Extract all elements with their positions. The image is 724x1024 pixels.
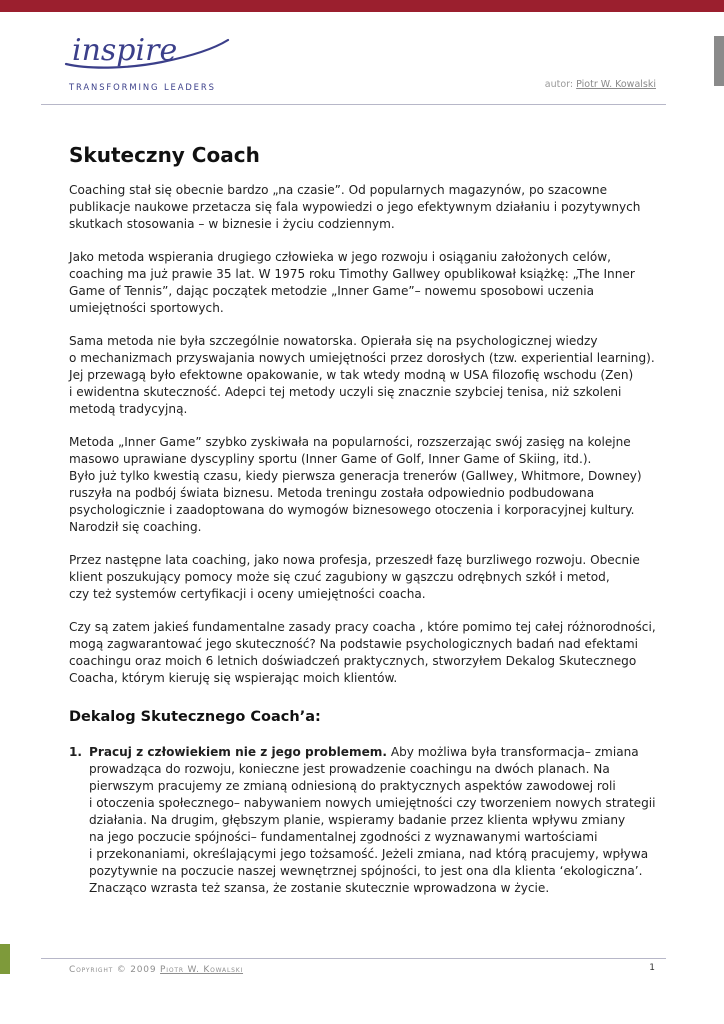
left-edge-tab [0,944,10,974]
paragraph-line: masowo uprawiane dyscypliny sportu (Inner Game of Golf, Inner Game of Skiing, itd.). [69,452,592,466]
paragraph-line: Coacha, którym kieruję się wspierając moich klientów. [69,671,398,685]
header-divider [41,104,666,105]
list-item [69,744,656,897]
list-item-line: działania. Na drugim, głębszym planie, wspieramy badanie przez klienta wpływu zmiany [89,813,626,827]
paragraph-line: skutkach stosowania – w biznesie i życiu codziennym. [69,217,395,231]
dekalog-list [69,744,656,897]
list-number: 1. [69,745,83,759]
paragraph-line: Jej przewagą było efektowne opakowanie, w tak wtedy modną w USA filozofię wschodu (Zen) [69,368,634,382]
paragraph [69,619,656,687]
logo-tagline: TRANSFORMING LEADERS [69,82,216,92]
list-item-line: pozytywnie na poczucie naszej wewnętrznej spójności, to jest ona dla klienta ‘ekologiczna’. [89,864,643,878]
page-number: 1 [649,963,655,973]
list-item-line: prowadząca do rozwoju, konieczne jest prowadzenie coachingu na dwóch planach. Na [89,762,610,776]
paragraph-line: Narodził się coaching. [69,520,202,534]
paragraph [69,552,649,603]
paragraph-line: coaching ma już prawie 35 lat. W 1975 roku Timothy Gallwey opublikował książkę: „The Inner [69,267,635,281]
list-first-line [89,744,649,761]
paragraph [69,249,649,317]
footer-author-link[interactable]: Piotr W. Kowalski [160,965,244,975]
paragraph-line: Game of Tennis”, dając początek metodzie „Inner Game”– nowemu sposobowi uczenia [69,284,595,298]
paragraph-line: Coaching stał się obecnie bardzo „na czasie”. Od popularnych magazynów, po szacowne [69,183,608,197]
author-line [545,79,656,90]
paragraph-line: psychologicznie i zaadoptowana do wymogów biznesowego otoczenia i korporacyjnej kultury. [69,503,635,517]
copyright-text: Copyright © 2009 [69,965,157,975]
paragraph [69,434,649,536]
top-accent-bar [0,0,724,12]
paragraph-line: i ewidentna skuteczność. Adepci tej metody uczyli się znacznie szybciej tenisa, niż szkoleni [69,385,622,399]
author-label: autor: [544,79,574,90]
footer-copyright [69,965,243,975]
paragraph-line: mogą zagwarantować jego skuteczność? Na podstawie psychologicznych badań nad efektami [69,637,638,651]
right-edge-tab [714,36,724,86]
page-title: Skuteczny Coach [69,143,260,167]
list-item-text: Aby możliwa była transformacja– zmiana [386,745,639,759]
logo-wordmark: inspire [72,33,178,68]
list-item-line: na jego poczucie spójności– fundamentalnej zgodności z wyznawanymi wartościami [89,830,598,844]
article-body [69,140,656,897]
footer-divider [41,958,666,959]
paragraph-line: ruszyła na podbój świata biznesu. Metoda treningu została odpowiednio podbudowana [69,486,595,500]
paragraph-line: Było już tylko kwestią czasu, kiedy pierwsza generacja trenerów (Gallwey, Whitmore, Downey) [69,469,642,483]
paragraph-line: Metoda „Inner Game” szybko zyskiwała na popularności, rozszerzając swój zasięg na kolejne [69,435,631,449]
paragraph-line: metodą tradycyjną. [69,402,188,416]
paragraph-line: czy też systemów certyfikacji i oceny umiejętności coacha. [69,587,426,601]
paragraph-line: Czy są zatem jakieś fundamentalne zasady pracy coacha , które pomimo tej całej różnorodności, [69,620,656,634]
paragraph [69,182,649,233]
inspire-logo-mark [62,30,242,82]
paragraph-line: umiejętności sportowych. [69,301,224,315]
paragraph-line: publikacje naukowe przetacza się fala wypowiedzi o jego efektywnym działaniu i pozytywnych [69,200,641,214]
paragraph-line: coachingu oraz moich 6 letnich doświadczeń praktycznych, stworzyłem Dekalog Skutecznego [69,654,637,668]
paragraph-line: Sama metoda nie była szczególnie nowatorska. Opierała się na psychologicznej wiedzy [69,334,598,348]
list-item-line: i otoczenia społecznego– nabywaniem nowych umiejętności czy tworzeniem nowych strategii [89,796,656,810]
paragraph-line: Jako metoda wspierania drugiego człowieka w jego rozwoju i osiąganiu założonych celów, [69,250,611,264]
inspire-logo [62,30,242,94]
paragraph-line: klient poszukujący pomocy może się czuć zagubiony w gąszczu odrębnych szkół i metod, [69,570,610,584]
paragraph-line: o mechanizmach przyswajania nowych umiejętności przez dorosłych (tzw. experiential learning). [69,351,655,365]
list-item-heading: Pracuj z człowiekiem nie z jego problemem. [89,745,387,759]
paragraphs [69,182,656,687]
paragraph [69,333,655,418]
paragraph-line: Przez następne lata coaching, jako nowa profesja, przeszedł fazę burzliwego rozwoju. Obecnie [69,553,640,567]
list-item-line: pierwszym pracujemy ze zmianą odniesioną do praktycznych aspektów zawodowej roli [89,779,616,793]
list-item-line: i przekonaniami, określającymi jego tożsamość. Jeżeli zmiana, nad którą pracujemy, wpływa [89,847,649,861]
section-heading: Dekalog Skutecznego Coach’a: [69,709,321,725]
author-name-link[interactable]: Piotr W. Kowalski [576,79,656,90]
list-item-line: Znacząco wzrasta też szansa, że zostanie skutecznie wprowadzona w życie. [89,881,550,895]
